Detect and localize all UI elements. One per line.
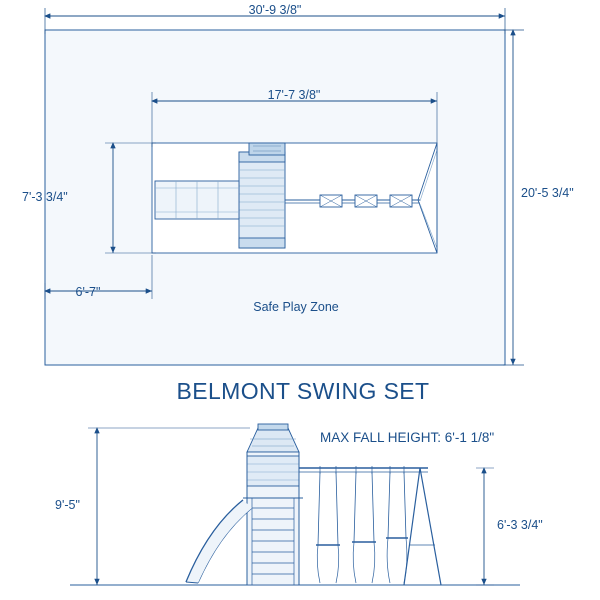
plan-overall-height-dimension: 20'-5 3/4" [521, 186, 574, 200]
page-title: BELMONT SWING SET [176, 378, 430, 404]
safe-play-zone-label: Safe Play Zone [253, 300, 339, 314]
elevation-beam-height-dimension: 6'-3 3/4" [497, 518, 543, 532]
plan-inner-height-dimension: 7'-3 3/4" [22, 190, 68, 204]
max-fall-height-label: MAX FALL HEIGHT: 6'-1 1/8" [320, 430, 495, 445]
plan-overall-width-dimension: 30'-9 3/8" [248, 3, 302, 17]
elevation-total-height-dimension: 9'-5" [55, 498, 80, 512]
plan-offset-dimension: 6'-7" [75, 285, 101, 299]
plan-inner-width-dimension: 17'-7 3/8" [267, 88, 321, 102]
